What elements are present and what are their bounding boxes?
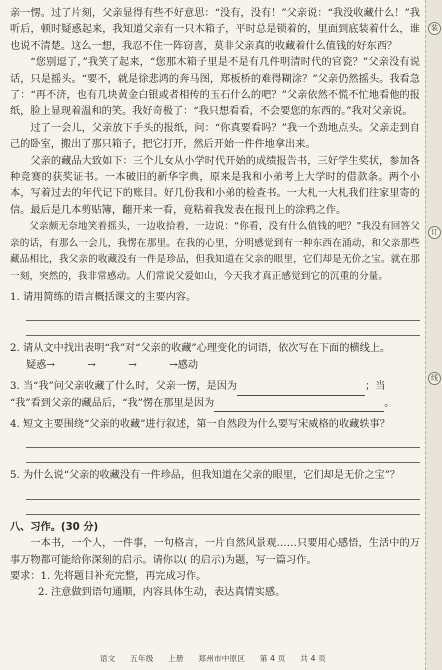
question-2: 2. 请从文中找出表明“我”对“父亲的收藏”心理变化的词语，依次写在下面的横线上。 — [10, 343, 391, 355]
answer-blank-q3-b[interactable] — [214, 399, 384, 412]
footer-region: 郑州市中原区 — [198, 654, 246, 663]
question-3-end: 。 — [384, 397, 395, 409]
answer-line-q4-a[interactable] — [26, 433, 420, 448]
footer-subject: 语文 — [99, 654, 116, 663]
writing-section-title: 八、习作。(30 分) — [10, 521, 99, 533]
binding-mark-ding: 订 — [428, 226, 441, 239]
page-footer — [0, 653, 426, 664]
writing-requirement-2: 2. 注意做到语句通顺，内容具体生动，表达真情实感。 — [38, 587, 286, 599]
writing-prompt: 一本书，一个人，一件事，一句格言，一片自然风景观……只要用心感悟，生活中的万事万物都可能给你深刻的启示。请你以( 的启示)为题，写一篇习作。 — [10, 538, 420, 566]
answer-line-q5-a[interactable] — [26, 485, 420, 500]
answer-blank-q3-a[interactable] — [237, 383, 365, 396]
question-5: 5. 为什么说“父亲的收藏没有一件珍品，但我知道在父亲的眼里，它们却是无价之宝”？ — [10, 470, 401, 482]
answer-line-q1-b[interactable] — [26, 321, 420, 336]
binding-mark-xian: 线 — [428, 372, 441, 385]
question-3-part-c: “我”看到父亲的藏品后，“我”愣在那里是因为 — [10, 397, 215, 409]
footer-grade: 五年级 — [130, 654, 154, 663]
footer-page: 第 4 页 — [259, 654, 286, 663]
binding-mark-zhuang: 装 — [428, 22, 441, 35]
answer-line-q4-b[interactable] — [26, 448, 420, 463]
footer-total: 共 4 页 — [300, 654, 327, 663]
reading-paragraph-4: 父亲的藏品大致如下：三个儿女从小学时代开始的成绩报告书，三好学生奖状，参加各种竞赛的获奖证书。一本破旧的新华字典，原来是我和小弟考上大学时的借款条。两个小本，写着过去的年代记下的账目。好几份我和小弟的检查书。一大札一大札我们往家里寄的信。最后是几本剪贴簿，翻开来一看，竟粘着我发表在报刊上的涂鸦之作。 — [10, 155, 420, 216]
binding-margin — [425, 0, 442, 670]
answer-line-q5-b[interactable] — [26, 500, 420, 515]
question-2-flow: 疑惑→ → → →感动 — [26, 359, 199, 371]
reading-paragraph-5: 父亲颇无奈地笑着摇头，一边收拾着，一边说：“你看，没有什么值钱的吧？”我没有回答父亲的话，有那么一会儿，我愣在那里。在我的心里，分明感觉到有一种东西在涌动，和父亲那些藏品相比，我父亲的收藏没有一件是珍品，但我知道在父亲的眼里，它们却是无价之宝。就在那一刻，突然的，我非常感动。人们常说父爱如山，今天我才真正感觉到它的沉重的分量。 — [10, 221, 420, 282]
exam-content — [10, 6, 420, 602]
footer-term: 上册 — [168, 654, 184, 663]
answer-line-q1-a[interactable] — [26, 306, 420, 321]
question-3 — [10, 379, 420, 412]
question-1: 1. 请用简练的语言概括课文的主要内容。 — [10, 291, 197, 303]
reading-paragraph-2: “您别逗了，”我笑了起来，“您那木箱子里是不是有几件明清时代的官瓷？”父亲没有说话，只是摇头。“要不，就是徐悲鸿的奔马图，郑板桥的难得糊涂？”父亲仍然摇头。我看急了：“再不济，也有几块黄金白银或者相传的玉石什么的吧？”父亲依然不慌不忙地看他的报纸，脸上显现着温和的笑。我好奇极了：“我只想看看，不会要您的东西的。”我对父亲说。 — [10, 57, 420, 118]
question-3-part-b: ；当 — [365, 381, 386, 393]
writing-requirement-1: 要求：1. 先将题目补充完整，再完成习作。 — [10, 570, 207, 582]
question-4: 4. 短文主要围绕“父亲的收藏”进行叙述，第一自然段为什么要写宋威格的收藏轶事？ — [10, 418, 390, 430]
question-3-part-a: 3. 当“我”问父亲收藏了什么时，父亲一愣，是因为 — [10, 381, 238, 393]
reading-paragraph-1: 亲一愣。过了片刻，父亲显得有些不好意思：“没有，没有！”父亲说：“我没收藏什么！”我听后，顿时疑惑起来，我知道父亲有一只木箱子，平时总是锁着的，里面到底装着什么，谁也说不清楚。这么一想，我忍不住一阵窃喜，莫非父亲真的收藏着什么值钱的好东西？ — [10, 8, 420, 52]
reading-paragraph-3: 过了一会儿，父亲放下手头的报纸，问：“你真要看吗？”我一个劲地点头。父亲走到自己的卧室，搬出了那只箱子，把它打开，然后开始一件件地拿出来。 — [10, 122, 420, 151]
